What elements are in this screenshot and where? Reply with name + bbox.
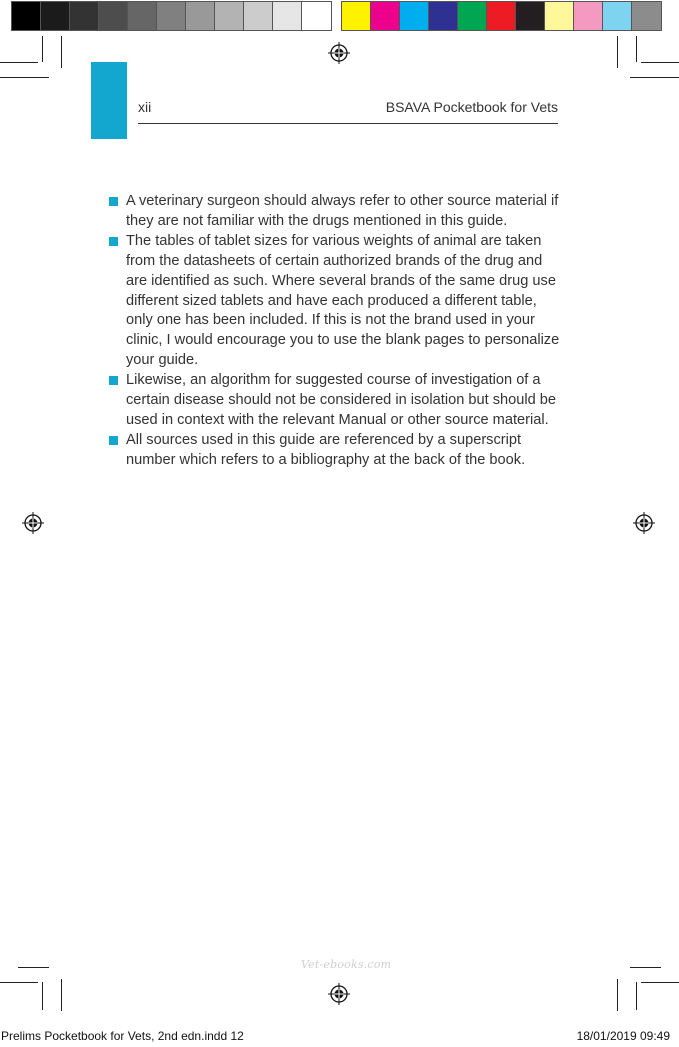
registration-target-icon	[22, 512, 44, 534]
crop-mark	[42, 982, 43, 1010]
color-swatch	[244, 2, 273, 30]
color-swatch	[458, 2, 487, 30]
square-bullet-icon	[109, 237, 118, 246]
crop-mark	[42, 36, 43, 62]
list-item-text: Likewise, an algorithm for suggested course of investigation of a certain disease should not be considered in isolation but should be used in context with the relevant Manual or other source material.	[126, 372, 556, 428]
grayscale-swatches	[11, 1, 332, 31]
crop-mark	[636, 36, 637, 62]
page-number: xii	[138, 99, 152, 115]
color-swatch	[128, 2, 157, 30]
color-swatches	[341, 1, 662, 31]
color-swatch	[429, 2, 458, 30]
slug-timestamp: 18/01/2019 09:49	[576, 1029, 670, 1043]
crop-mark	[0, 982, 38, 983]
running-title: BSAVA Pocketbook for Vets	[385, 99, 558, 115]
crop-mark	[0, 77, 49, 78]
running-header	[138, 99, 558, 124]
list-item	[108, 192, 560, 232]
printer-color-bar	[11, 1, 662, 31]
color-swatch	[215, 2, 244, 30]
crop-mark	[636, 982, 637, 1010]
slug-file-name: Prelims Pocketbook for Vets, 2nd edn.indd 12	[1, 1029, 244, 1043]
color-swatch	[12, 2, 41, 30]
color-swatch	[342, 2, 371, 30]
list-item	[108, 371, 560, 431]
crop-mark	[617, 36, 618, 68]
list-item-text: The tables of tablet sizes for various weights of animal are taken from the datasheets of certain authorized brands of the drug and are identified as such. Where several brands of the same drug use different sized tablets and have each produced a different table, only one has been included. If this is not the brand used in your clinic, I would encourage you to use the blank pages to personalize your guide.	[126, 232, 560, 369]
crop-mark	[641, 62, 679, 63]
registration-target-icon	[328, 983, 350, 1005]
color-swatch	[371, 2, 400, 30]
chapter-tab	[91, 62, 127, 139]
crop-mark	[641, 982, 679, 983]
color-swatch	[157, 2, 186, 30]
crop-mark	[630, 967, 661, 968]
crop-mark	[0, 62, 38, 63]
crop-mark	[61, 979, 62, 1011]
color-swatch	[632, 2, 661, 30]
color-swatch	[603, 2, 632, 30]
square-bullet-icon	[109, 376, 118, 385]
color-swatch	[574, 2, 603, 30]
color-swatch	[516, 2, 545, 30]
square-bullet-icon	[109, 197, 118, 206]
list-item-text: All sources used in this guide are referenced by a superscript number which refers to a bibliography at the back of the book.	[126, 431, 526, 468]
registration-target-icon	[328, 42, 350, 64]
color-swatch	[273, 2, 302, 30]
color-swatch	[70, 2, 99, 30]
list-item	[108, 232, 560, 371]
square-bullet-icon	[109, 436, 118, 445]
color-swatch	[487, 2, 516, 30]
bullet-list	[108, 192, 560, 471]
color-swatch	[545, 2, 574, 30]
color-swatch	[186, 2, 215, 30]
watermark: Vet-ebooks.com	[301, 958, 392, 971]
registration-target-icon	[633, 512, 655, 534]
color-swatch	[400, 2, 429, 30]
crop-mark	[61, 36, 62, 68]
list-item	[108, 431, 560, 471]
list-item-text: A veterinary surgeon should always refer to other source material if they are not familiar with the drugs mentioned in this guide.	[126, 193, 559, 229]
crop-mark	[18, 967, 49, 968]
color-swatch	[99, 2, 128, 30]
color-swatch	[302, 2, 331, 30]
crop-mark	[630, 77, 679, 78]
crop-mark	[617, 979, 618, 1011]
color-swatch	[41, 2, 70, 30]
